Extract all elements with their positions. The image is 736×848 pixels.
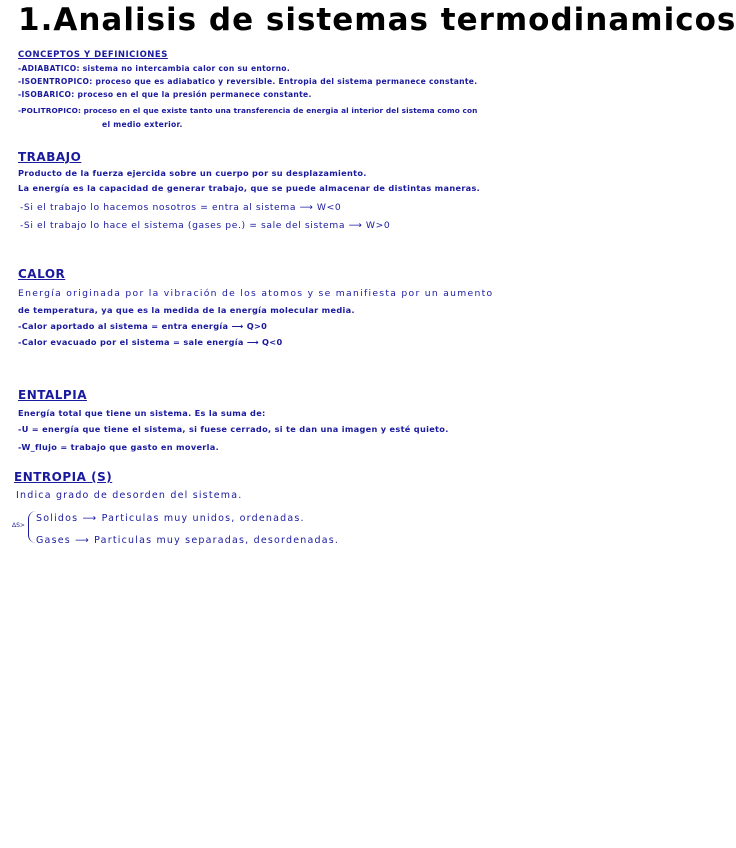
conceptos-line: -POLITROPICO: proceso en el que existe tanto una transferencia de energia al interior del sistema como con <box>18 106 478 115</box>
calor-line: -Calor evacuado por el sistema = sale energía ⟶ Q<0 <box>18 337 283 347</box>
trabajo-heading: TRABAJO <box>18 150 82 164</box>
trabajo-line: -Si el trabajo lo hace el sistema (gases pe.) = sale del sistema ⟶ W>0 <box>20 220 391 231</box>
trabajo-line: La energía es la capacidad de generar trabajo, que se puede almacenar de distintas maneras. <box>18 183 481 193</box>
conceptos-heading: CONCEPTOS Y DEFINICIONES <box>18 50 168 60</box>
entropia-line: Solidos ⟶ Particulas muy unidos, ordenadas. <box>36 513 305 524</box>
delta-s-label: ΔS> <box>12 522 25 529</box>
entalpia-heading: ENTALPIA <box>18 388 87 402</box>
calor-line: de temperatura, ya que es la medida de la energía molecular media. <box>18 305 355 315</box>
entropia-heading: ENTROPIA (S) <box>14 470 113 484</box>
page-title: 1.Analisis de sistemas termodinamicos <box>18 2 736 38</box>
conceptos-line: -ADIABATICO: sistema no intercambia calor con su entorno. <box>18 64 291 73</box>
entropia-line: Indica grado de desorden del sistema. <box>16 490 243 501</box>
conceptos-line: -ISOENTROPICO: proceso que es adiabatico y reversible. Entropia del sistema permanece constante. <box>18 77 478 86</box>
entalpia-line: -W_flujo = trabajo que gasto en moverla. <box>18 442 219 452</box>
calor-line: -Calor aportado al sistema = entra energía ⟶ Q>0 <box>18 321 268 331</box>
entalpia-line: Energía total que tiene un sistema. Es la suma de: <box>18 408 266 418</box>
trabajo-line: -Si el trabajo lo hacemos nosotros = entra al sistema ⟶ W<0 <box>20 202 342 213</box>
trabajo-line: Producto de la fuerza ejercida sobre un cuerpo por su desplazamiento. <box>18 168 367 178</box>
entropia-line: Gases ⟶ Particulas muy separadas, desordenadas. <box>36 535 340 546</box>
conceptos-line: -ISOBARICO: proceso en el que la presión permanece constante. <box>18 90 312 99</box>
entalpia-line: -U = energía que tiene el sistema, si fuese cerrado, si te dan una imagen y esté quieto. <box>18 424 449 434</box>
calor-line: Energía originada por la vibración de los atomos y se manifiesta por un aumento <box>18 288 494 299</box>
calor-heading: CALOR <box>18 267 66 281</box>
conceptos-line: el medio exterior. <box>102 120 183 129</box>
